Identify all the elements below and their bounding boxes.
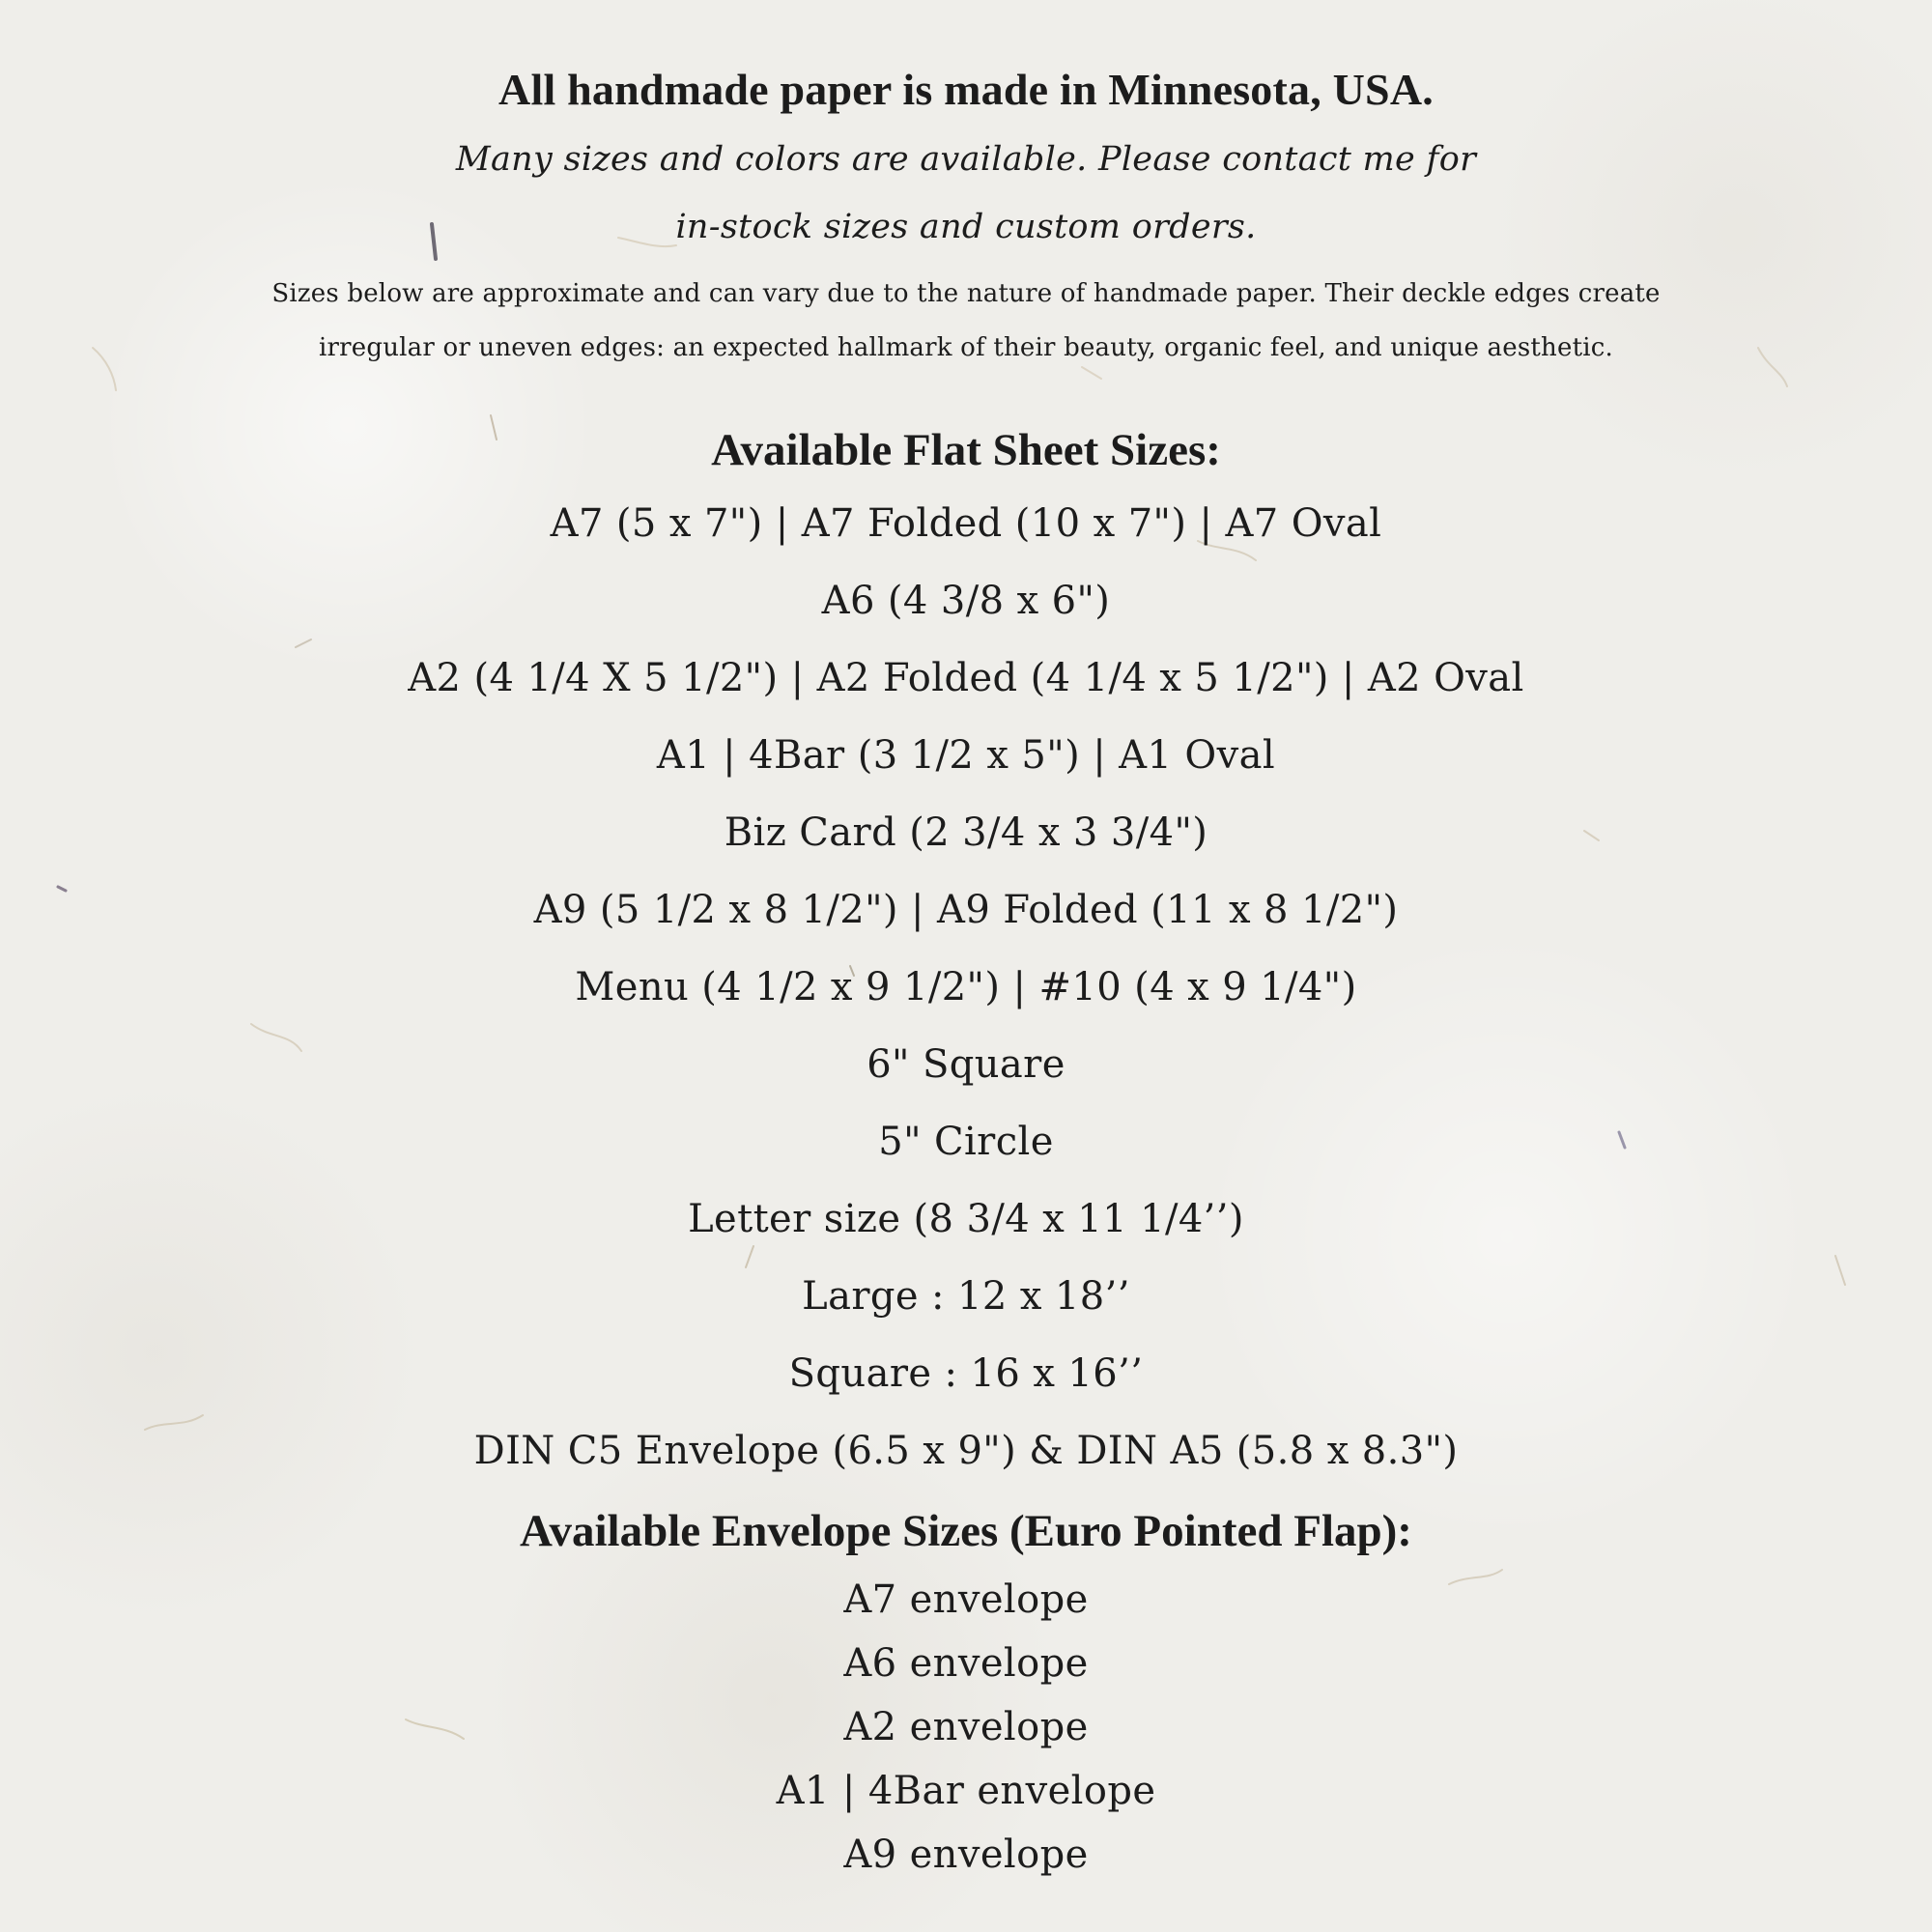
subtitle-line-1: Many sizes and colors are available. Please contact me for bbox=[455, 140, 1477, 179]
flat-sheet-size-item: A1 | 4Bar (3 1/2 x 5") | A1 Oval bbox=[656, 733, 1276, 778]
disclaimer-line-1: Sizes below are approximate and can vary due to the nature of handmade paper. Their deckle edges create bbox=[271, 279, 1661, 308]
flat-sheet-size-item: Letter size (8 3/4 x 11 1/4’’) bbox=[688, 1197, 1244, 1241]
flat-sheet-size-item: Square : 16 x 16’’ bbox=[788, 1351, 1144, 1396]
flat-sheet-size-item: A2 (4 1/4 X 5 1/2") | A2 Folded (4 1/4 x 5 1/2") | A2 Oval bbox=[408, 656, 1524, 700]
flat-sheet-sizes-heading: Available Flat Sheet Sizes: bbox=[711, 425, 1221, 475]
envelope-size-item: A2 envelope bbox=[843, 1705, 1089, 1749]
envelope-size-item: A7 envelope bbox=[843, 1577, 1089, 1622]
flat-sheet-size-item: 5" Circle bbox=[878, 1120, 1054, 1164]
headline: All handmade paper is made in Minnesota, USA. bbox=[498, 65, 1434, 114]
envelope-size-item: A1 | 4Bar envelope bbox=[776, 1769, 1156, 1813]
flat-sheet-size-item: 6" Square bbox=[867, 1042, 1065, 1087]
flat-sheet-size-item: A7 (5 x 7") | A7 Folded (10 x 7") | A7 Oval bbox=[550, 501, 1382, 546]
flat-sheet-size-item: Menu (4 1/2 x 9 1/2") | #10 (4 x 9 1/4") bbox=[575, 965, 1357, 1009]
flat-sheet-size-item: A6 (4 3/8 x 6") bbox=[821, 579, 1111, 623]
disclaimer-line-2: irregular or uneven edges: an expected hallmark of their beauty, organic feel, and unique aesthetic. bbox=[319, 333, 1613, 362]
envelope-size-item: A6 envelope bbox=[843, 1641, 1089, 1686]
flat-sheet-size-item: DIN C5 Envelope (6.5 x 9") & DIN A5 (5.8 x 8.3") bbox=[473, 1429, 1459, 1473]
subtitle-line-2: in-stock sizes and custom orders. bbox=[675, 208, 1257, 246]
flat-sheet-size-item: Biz Card (2 3/4 x 3 3/4") bbox=[724, 810, 1208, 855]
envelope-size-item: A9 envelope bbox=[843, 1833, 1089, 1877]
envelope-sizes-heading: Available Envelope Sizes (Euro Pointed Flap): bbox=[520, 1506, 1412, 1556]
flat-sheet-size-item: A9 (5 1/2 x 8 1/2") | A9 Folded (11 x 8 1/2") bbox=[533, 888, 1399, 932]
flat-sheet-size-item: Large : 12 x 18’’ bbox=[802, 1274, 1130, 1319]
